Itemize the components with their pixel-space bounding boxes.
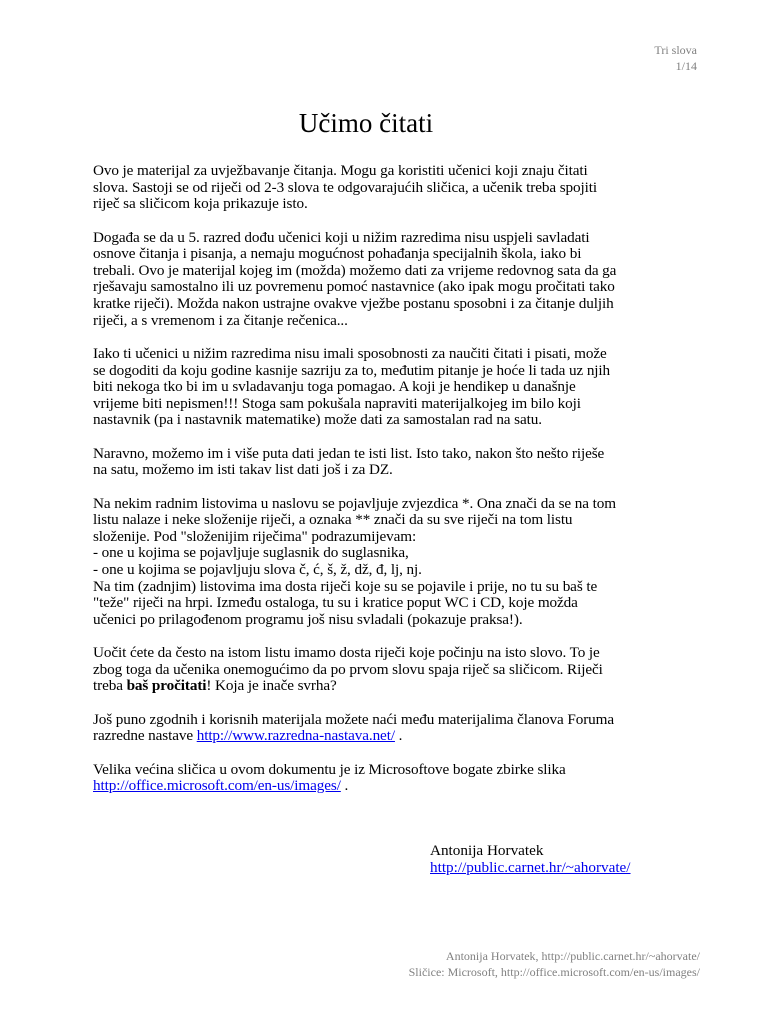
text-line: vrijeme biti nepismen!!! Stoga sam pokušala napraviti materijalkojeg im bilo koji [93, 394, 581, 412]
text-line: učenici po prilagođenom programu još nisu svladali (pokazuje praksa!). [93, 610, 523, 628]
page-title: Učimo čitati [298, 108, 434, 138]
text-line: kratke riječi). Možda nakon ustrajne ovakve vježbe postanu sposobni i za čitanje duljih [93, 294, 614, 312]
paragraph-background [93, 230, 653, 330]
paragraph-image-source [93, 762, 653, 795]
text-fragment: treba [93, 677, 127, 695]
emphasis-text: baš pročitati [126, 677, 207, 695]
text-line: rješavaju samostalno ili uz povremenu pomoć nastavnice (ako ipak mogu pročitati tako [93, 278, 615, 296]
paragraph-asterisk-notes [93, 496, 653, 629]
text-line: Uočit ćete da često na istom listu imamo dosta riječi koje počinju na isto slovo. To je [93, 644, 600, 662]
page-header [654, 42, 697, 74]
text-fragment: ! Koja je inače svrha? [206, 677, 337, 695]
text-line: se dogoditi da koju godine kasnije sazriju za to, međutim pitanje je hoće li tada uz njih [93, 361, 611, 379]
text-line: biti nekoga tko bi im u svladavanju toga pomagao. A koji je hendikep u današnje [93, 378, 576, 396]
text-line: "teže" riječi na hrpi. Između ostaloga, tu su i kratice poput WC i CD, koje možda [93, 594, 578, 612]
author-signature [430, 843, 631, 876]
text-line [93, 678, 653, 695]
text-line: riječ sa sličicom koja prikazuje isto. [93, 195, 308, 213]
text-line: složenije. Pod "složenijim riječima" podrazumijevam: [93, 527, 417, 545]
forum-link[interactable]: http://www.razredna-nastava.net/ [196, 727, 395, 745]
text-fragment: . [340, 777, 349, 795]
text-line: Na tim (zadnjim) listovima ima dosta riječi koje su se pojavile i prije, no tu su baš te [93, 577, 598, 595]
paragraph-same-letter [93, 645, 653, 695]
text-line: Naravno, možemo im i više puta dati jedan te isti list. Isto tako, nakon što nešto riješe [93, 444, 605, 462]
text-line: slova. Sastoji se od riječi od 2-3 slova te odgovarajućih sličica, a učenik treba spojiti [93, 178, 597, 196]
text-line: Iako ti učenici u nižim razredima nisu imali sposobnosti za naučiti čitati i pisati, može [93, 344, 607, 362]
author-website-link[interactable]: http://public.carnet.hr/~ahorvate/ [430, 858, 631, 876]
document-body [93, 163, 653, 812]
text-line: - one u kojima se pojavljuje suglasnik do suglasnika, [93, 544, 409, 562]
microsoft-images-link[interactable]: http://office.microsoft.com/en-us/images/ [93, 777, 341, 795]
text-line: na satu, možemo im isti takav list dati još i za DZ. [93, 461, 393, 479]
text-line: nastavnik (pa i nastavnik matematike) može dati za samostalan rad na satu. [93, 411, 542, 429]
text-line: - one u kojima se pojavljuju slova č, ć, š, ž, dž, đ, lj, nj. [93, 561, 422, 579]
paragraph-motivation [93, 346, 653, 429]
text-line: listu nalaze i neke složenije riječi, a oznaka ** znači da su sve riječi na tom listu [93, 511, 573, 529]
header-page-number: 1/14 [675, 59, 697, 73]
text-line: Još puno zgodnih i korisnih materijala možete naći među materijalima članova Foruma [93, 710, 615, 728]
text-line: Ovo je materijal za uvježbavanje čitanja. Mogu ga koristiti učenici koji znaju čitati [93, 162, 588, 179]
text-line: Događa se da u 5. razred dođu učenici koji u nižim razredima nisu uspjeli savladati [93, 228, 590, 246]
text-line: riječi, a s vremenom i za čitanje rečenica... [93, 311, 348, 329]
paragraph-repetition [93, 446, 653, 479]
text-fragment: . [394, 727, 403, 745]
paragraph-forum [93, 712, 653, 745]
footer-credit: Antonija Horvatek, http://public.carnet.hr/~ahorvate/ [445, 949, 700, 963]
text-line: Velika većina sličica u ovom dokumentu je iz Microsoftove bogate zbirke slika [93, 760, 566, 778]
text-line [93, 728, 653, 745]
footer-image-credit: Sličice: Microsoft, http://office.microsoft.com/en-us/images/ [408, 965, 700, 979]
header-doc-title: Tri slova [654, 43, 697, 57]
text-line: zbog toga da učenika onemogućimo da po prvom slovu spaja riječ sa sličicom. Riječi [93, 660, 603, 678]
text-fragment: razredne nastave [93, 727, 197, 745]
paragraph-intro [93, 163, 653, 213]
page-footer [409, 948, 700, 980]
text-line: Na nekim radnim listovima u naslovu se pojavljuje zvjezdica *. Ona znači da se na tom [93, 494, 616, 512]
text-line: osnove čitanja i pisanja, a nemaju mogućnost pohađanja specijalnih škola, iako bi [93, 245, 582, 263]
text-line: trebali. Ovo je materijal kojeg im (možda) možemo dati za vrijeme redovnog sata da ga [93, 261, 617, 279]
author-name: Antonija Horvatek [430, 842, 544, 859]
text-line [93, 778, 653, 795]
